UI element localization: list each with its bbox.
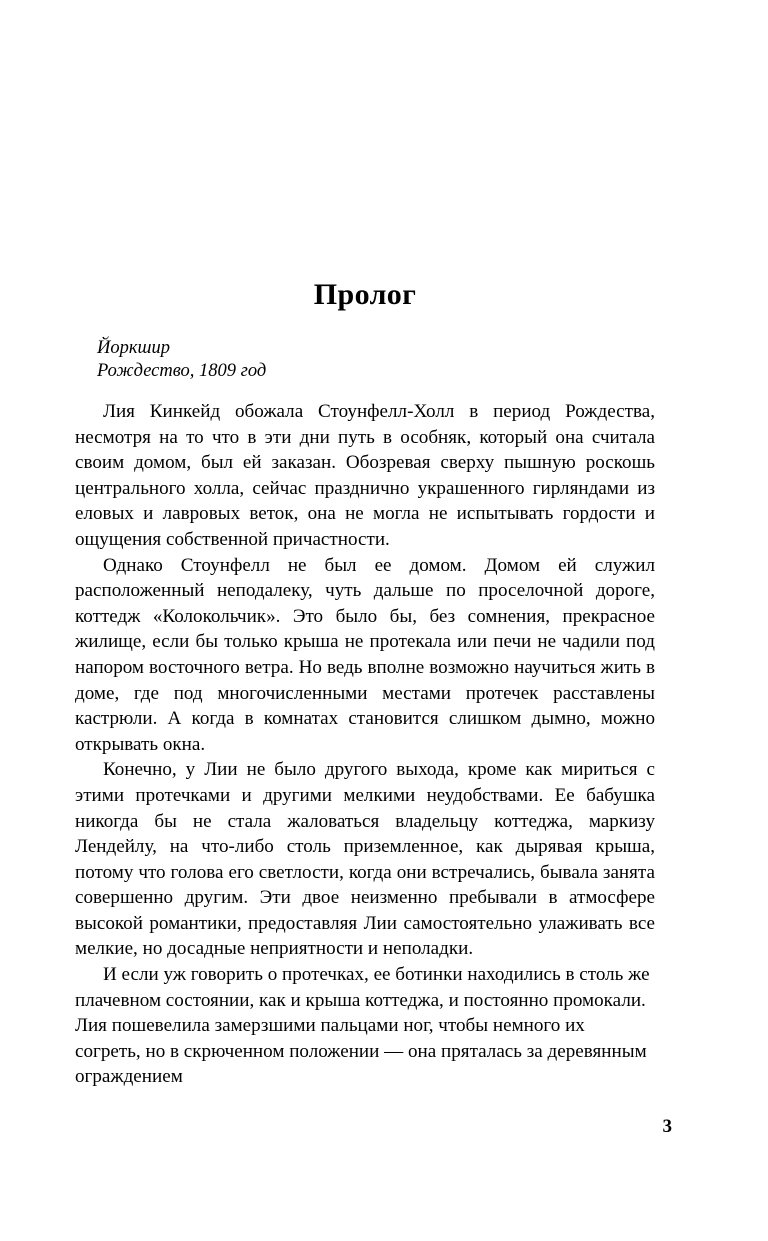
paragraph-3: Конечно, у Лии не было другого выхода, кроме как мириться с этими протечками и другими мелкими неудобствами. Ее бабушка никогда бы не стала жаловаться владельцу коттеджа, маркизу Лендейлу, на что-либо столь приземленное, как дырявая крыша, потому что голова его светлости, когда они встречались, бывала занята совершенно другим. Эти двое неизменно пребывали в атмосфере высокой романтики, предоставляя Лии самостоятельно улаживать все мелкие, но досадные неприятности и неполадки. (75, 759, 655, 960)
chapter-title: Пролог (313, 278, 417, 311)
epigraph-place: Йоркшир (97, 338, 170, 358)
body-text (75, 399, 655, 1090)
paragraph-1: Лия Кинкейд обожала Стоунфелл-Холл в период Рождества, несмотря на то что в эти дни путь в особняк, который она считала своим домом, был ей заказан. Обозревая сверху пышную роскошь центрального холла, сейчас празднично украшенного гирляндами из еловых и лавровых веток, она не могла не испытывать гордости и ощущения собственной причастности. (75, 401, 655, 550)
page-number: 3 (662, 1116, 672, 1137)
paragraph-2: Однако Стоунфелл не был ее домом. Домом ей служил расположенный неподалеку, чуть дальше по проселочной дороге, коттедж «Колокольчик». Это было бы, без сомнения, прекрасное жилище, если бы только крыша не протекала или печи не чадили под напором восточного ветра. Но ведь вполне возможно научиться жить в доме, где под многочисленными местами протечек расставлены кастрюли. А когда в комнатах становится слишком дымно, можно открывать окна. (75, 554, 655, 755)
page-content (75, 280, 655, 1090)
paragraph-4: И если уж говорить о протечках, ее ботинки находились в столь же плачевном состоянии, как и крыша коттеджа, и постоянно промокали. Лия пошевелила замерзшими пальцами ног, чтобы немного их согреть, но в скрюченном положении — она пряталась за деревянным ограждением (75, 964, 650, 1088)
epigraph-date: Рождество, 1809 год (97, 361, 267, 381)
epigraph-block (97, 337, 655, 383)
